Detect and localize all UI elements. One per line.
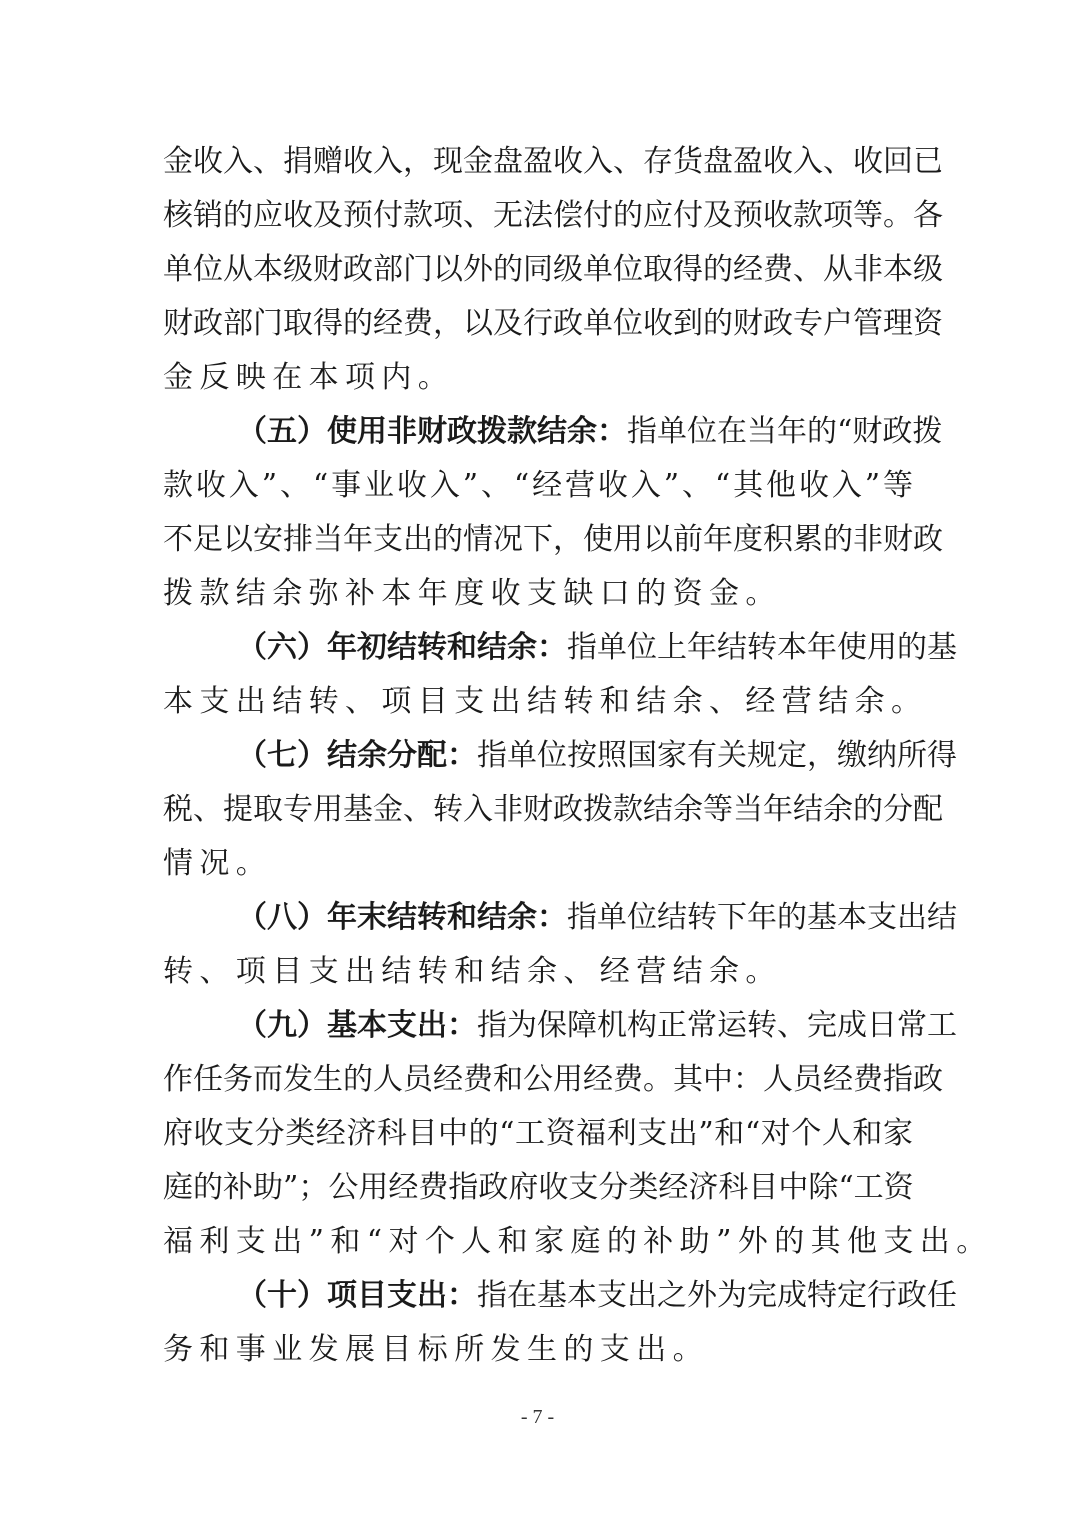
text-line [163,837,913,891]
body-text: 款收入”、“事业收入”、“经营收入”、“其他收入”等 [163,468,913,503]
text-line [163,891,957,945]
paragraph [163,405,943,621]
text-line [163,729,957,783]
page-number: - 7 - [520,1406,555,1428]
body-text: 本支出结转、项目支出结转和结余、经营结余。 [163,684,928,719]
text-line [163,1161,913,1215]
text-line [163,135,943,189]
text-line [163,1323,913,1377]
text-line [163,999,957,1053]
section-heading: （八）年末结转和结余： [237,900,567,935]
body-text: 指单位结转下年的基本支出结 [567,900,957,935]
body-text: 金收入、捐赠收入，现金盘盈收入、存货盘盈收入、收回已 [163,144,943,179]
body-text: 指在基本支出之外为完成特定行政任 [477,1278,957,1313]
body-text: 金反映在本项内。 [163,360,455,395]
body-text: 财政部门取得的经费，以及行政单位收到的财政专户管理资 [163,306,943,341]
section-heading: （十）项目支出： [237,1278,477,1313]
section-heading: （五）使用非财政拨款结余： [237,414,627,449]
paragraph [163,891,957,999]
section-heading: （六）年初结转和结余： [237,630,567,665]
text-line [163,513,943,567]
body-text: 情况。 [163,846,273,881]
body-text: 单位从本级财政部门以外的同级单位取得的经费、从非本级 [163,252,943,287]
paragraph [163,999,993,1269]
text-line [163,351,913,405]
body-text: 拨款结余弥补本年度收支缺口的资金。 [163,576,782,611]
section-heading: （九）基本支出： [237,1008,477,1043]
text-line [163,783,943,837]
body-text: 庭的补助”；公用经费指政府收支分类经济科目中除“工资 [163,1170,914,1205]
text-line [163,567,913,621]
text-line [163,189,943,243]
text-line [163,945,913,999]
text-line [163,405,943,459]
body-text: 指单位在当年的“财政拨 [627,414,943,449]
body-text: 指单位按照国家有关规定，缴纳所得 [477,738,957,773]
body-text: 核销的应收及预付款项、无法偿付的应付及预收款项等。各 [163,198,943,233]
body-text: 务和事业发展目标所发生的支出。 [163,1332,709,1367]
paragraph [163,729,957,891]
body-text: 不足以安排当年支出的情况下，使用以前年度积累的非财政 [163,522,943,557]
text-line [163,1215,993,1269]
text-line [163,1107,913,1161]
text-line [163,297,943,351]
body-text: 福利支出”和“对个人和家庭的补助”外的其他支出。 [163,1224,993,1259]
section-heading: （七）结余分配： [237,738,477,773]
body-text: 指单位上年结转本年使用的基 [567,630,957,665]
body-text: 府收支分类经济科目中的“工资福利支出”和“对个人和家 [163,1116,913,1151]
paragraph [163,621,957,729]
paragraph [163,1269,957,1377]
body-text: 转、项目支出结转和结余、经营结余。 [163,954,782,989]
body-text: 税、提取专用基金、转入非财政拨款结余等当年结余的分配 [163,792,943,827]
text-line [163,459,913,513]
paragraph [163,135,943,405]
body-text: 指为保障机构正常运转、完成日常工 [477,1008,957,1043]
text-line [163,675,928,729]
document-body [163,135,993,1377]
text-line [163,1053,943,1107]
text-line [163,621,957,675]
text-line [163,243,943,297]
body-text: 作任务而发生的人员经费和公用经费。其中：人员经费指政 [163,1062,943,1097]
text-line [163,1269,957,1323]
